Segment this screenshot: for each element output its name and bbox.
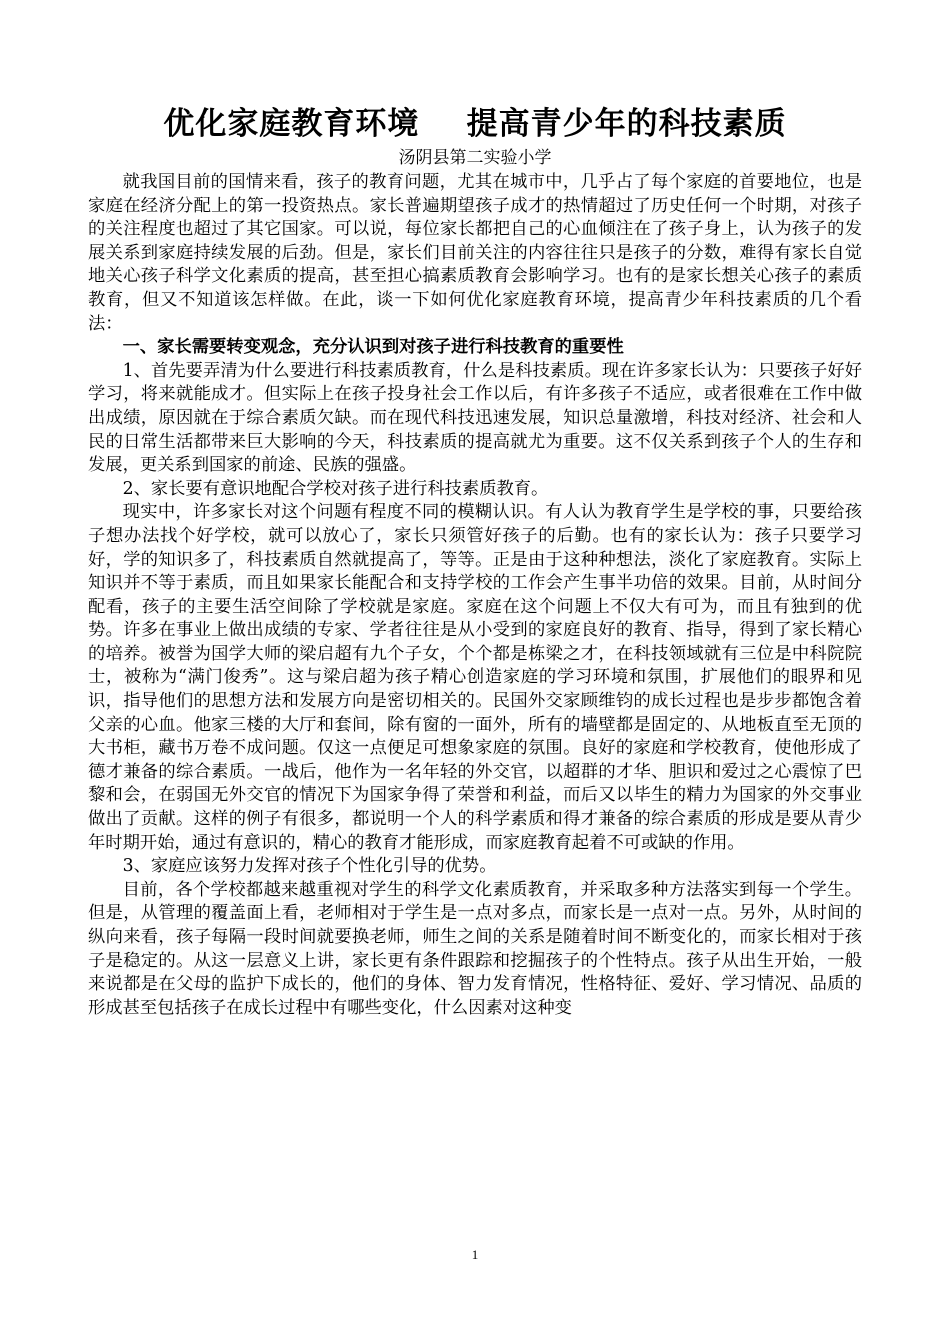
paragraph-point-2-body: 现实中，许多家长对这个问题有程度不同的模糊认识。有人认为教育学生是学校的事，只要给孩子想办法找个好学校，就可以放心了，家长只须管好孩子的后勤。也有的家长认为：孩子只要学习好，学的知识多了，科技素质自然就提高了，等等。正是由于这种种想法，淡化了家庭教育。实际上知识并不等于素质，而且如果家长能配合和支持学校的工作会产生事半功倍的效果。目前，从时间分配看，孩子的主要生活空间除了学校就是家庭。家庭在这个问题上不仅大有可为，而且有独到的优势。许多在事业上做出成绩的专家、学者往往是从小受到的家庭良好的教育、指导，得到了家长精心的培养。被誉为国学大师的梁启超有九个子女，个个都是栋梁之才，在科技领域就有三位是中科院院士，被称为“满门俊秀”。这与梁启超为孩子精心创造家庭的学习环境和氛围，扩展他们的眼界和见识，指导他们的思想方法和发展方向是密切相关的。民国外交家顾维钧的成长过程也是步步都饱含着父亲的心血。他家三楼的大厅和套间，除有窗的一面外，所有的墙壁都是固定的、从地板直至无顶的大书柜，藏书万卷不成问题。仅这一点便足可想象家庭的氛围。良好的家庭和学校教育，使他形成了德才兼备的综合素质。一战后，他作为一名年轻的外交官，以超群的才华、胆识和爱过之心震惊了巴黎和会，在弱国无外交官的情况下为国家争得了荣誉和利益，而后又以毕生的精力为国家的外交事业做出了贡献。这样的例子有很多，都说明一个人的科学素质和得才兼备的综合素质的形成是要从青少年时期开始，通过有意识的，精心的教育才能形成，而家庭教育起着不可或缺的作用。 xyxy=(88,502,862,853)
page-number: 1 xyxy=(471,1247,479,1262)
section-heading-1: 一、家长需要转变观念，充分认识到对孩子进行科技教育的重要性 xyxy=(122,337,624,358)
document-author: 汤阴县第二实验小学 xyxy=(398,148,552,168)
document-page xyxy=(88,102,862,1020)
paragraph-point-1: 1、首先要弄清为什么要进行科技素质教育，什么是科技素质。现在许多家长认为：只要孩子好好学习，将来就能成才。但实际上在孩子投身社会工作以后，有许多孩子不适应，或者很难在工作中做出成绩，原因就在于综合素质欠缺。而在现代科技迅速发展，知识总量激增，科技对经济、社会和人民的日常生活都带来巨大影响的今天，科技素质的提高就尤为重要。这不仅关系到孩子个人的生存和发展，更关系到国家的前途、民族的强盛。 xyxy=(88,360,862,476)
document-title: 优化家庭教育环境 提高青少年的科技素质 xyxy=(163,106,787,142)
paragraph-point-2-title: 2、家长要有意识地配合学校对孩子进行科技素质教育。 xyxy=(122,478,549,499)
paragraph-point-3-body: 目前，各个学校都越来越重视对学生的科学文化素质教育，并采取多种方法落实到每一个学生。但是，从管理的覆盖面上看，老师相对于学生是一点对多点，而家长是一点对一点。另外，从时间的纵向来看，孩子每隔一段时间就要换老师，师生之间的关系是随着时间不断变化的，而家长相对于孩子是稳定的。从这一层意义上讲，家长更有条件跟踪和挖掘孩子的个性特点。孩子从出生开始，一般来说都是在父母的监护下成长的，他们的身体、智力发育情况，性格特征、爱好、学习情况、品质的形成甚至包括孩子在成长过程中有哪些变化，什么因素对这种变 xyxy=(88,879,862,1018)
paragraph-point-3-title: 3、家庭应该努力发挥对孩子个性化引导的优势。 xyxy=(122,856,497,877)
paragraph-intro: 就我国目前的国情来看，孩子的教育问题，尤其在城市中，几乎占了每个家庭的首要地位，也是家庭在经济分配上的第一投资热点。家长普遍期望孩子成才的热情超过了历史任何一个时期，对孩子的关注程度也超过了其它国家。可以说，每位家长都把自己的心血倾注在了孩子身上，认为孩子的发展关系到家庭持续发展的后劲。但是，家长们目前关注的内容往往只是孩子的分数，难得有家长自觉地关心孩子科学文化素质的提高，甚至担心搞素质教育会影响学习。也有的是家长想关心孩子的素质教育，但又不知道该怎样做。在此，谈一下如何优化家庭教育环境，提高青少年科技素质的几个看法： xyxy=(88,172,862,334)
